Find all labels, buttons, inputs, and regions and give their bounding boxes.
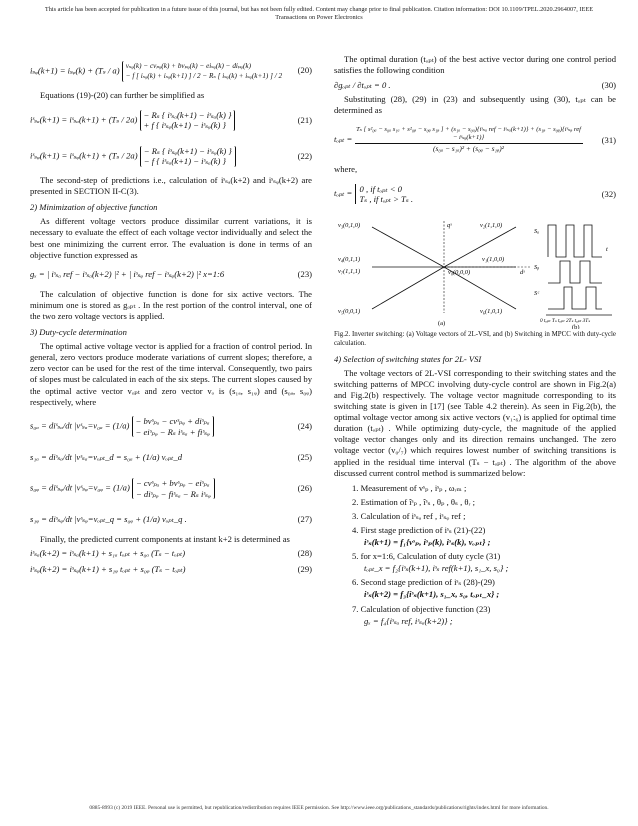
label-v5: v₅(0,0,1) <box>338 308 361 316</box>
label-sb: Sᵦ <box>534 264 540 272</box>
equation-27 <box>30 508 312 532</box>
eq26-number: (26) <box>297 483 312 494</box>
equation-20 <box>30 54 312 88</box>
where-label: where, <box>334 164 358 175</box>
label-sc: Sᶜ <box>534 290 539 298</box>
label-t-axis: t <box>606 246 608 254</box>
equation-31 <box>334 118 616 162</box>
eq31-denominator: (s₀ₐ − s₁ₐ)² + (s₀ᵩ − s₁ᵩ)² <box>433 144 504 154</box>
eq21-frac: (Tₛ / 2a) <box>108 114 138 125</box>
label-d-axis: dˢ <box>520 269 525 277</box>
paragraph-simplify: Equations (19)-(20) can further be simplified as <box>40 90 205 100</box>
label-v6: v₆(1,0,1) <box>480 308 503 316</box>
equation-25 <box>30 446 312 470</box>
step-7-formula: gₓ = f₄{iˢₛₐ ref, iˢₛₐ(k+2)} ; <box>364 615 453 626</box>
eq29-number: (29) <box>297 564 312 575</box>
step-1-label: 1. Measurement of vˢₚ , iˢₚ , ωᵣₘ ; <box>352 482 467 493</box>
journal-banner <box>20 6 618 22</box>
left-column <box>30 52 312 579</box>
label-v4: v₄(0,1,1) <box>338 256 361 264</box>
eq22-frac: (Tₛ / 2a) <box>108 150 138 161</box>
eq26-lhs: s₀ᵩ = diˢₛᵩ/dt |vˢₛᵩ=v₀ᵩ = (1/a) <box>30 482 130 493</box>
eq29-body: iˢₛᵩ(k+2) = iˢₛᵩ(k+1) + s₁ᵩ tₒₚₜ + s₀ᵩ (Tₛ − tₒₚₜ) <box>30 564 186 575</box>
equation-26 <box>30 472 312 506</box>
figure-2 <box>334 217 616 329</box>
label-v1: v₁(1,0,0) <box>482 256 505 264</box>
eq27-number: (27) <box>297 514 312 525</box>
step-3-label: 3. Calculation of iˢₛₐ ref , iˢₛᵩ ref ; <box>352 510 466 521</box>
eq30-body: ∂gₒₚₜ / ∂tₒₚₜ = 0 . <box>334 79 391 90</box>
label-fig-a: (a) <box>438 320 446 328</box>
eq22-number: (22) <box>297 150 312 161</box>
figure-2-svg <box>334 217 616 329</box>
step-5-formula: tₒₚₜ_x = f₂{iˢₛ(k+1), iˢₛ ref(k+1), s₁_x, s₀} ; <box>364 563 509 574</box>
eq20-frac: (Tₛ / a) <box>95 64 120 75</box>
eq31-lhs: tₒₚₜ = <box>334 134 353 145</box>
eq20-line2: − f [ iₛᵩ(k) + iₛᵩ(k+1) ] / 2 − Rₛ [ iₛᵩ(k) + iₛᵩ(k+1) ] / 2 <box>125 72 282 80</box>
eq25-body: s₁ₐ = diˢₛₐ/dt |vˢₛₐ=vₒₚₜ_d = s₀ₐ + (1/a) vₒₚₜ_d <box>30 452 182 463</box>
step-4-formula: iˢₛ(k+1) = f₁{vˢₚ, iˢₚ(k), iˢₛ(k), vₒₚₜ} ; <box>364 537 491 548</box>
eq20-number: (20) <box>297 65 312 76</box>
paragraph-optimal-duration: The optimal duration (tₒₚₜ) of the best active vector during one control period satisfies the following condition <box>334 54 616 76</box>
eq21-line2: + f { iˢₛᵩ(k+1) − iˢₛᵩ(k) } <box>143 120 226 131</box>
algorithm-step-1 <box>352 483 616 494</box>
section-heading-duty-cycle: 3) Duty-cycle determination <box>30 327 127 338</box>
eq20-bracket <box>122 61 282 82</box>
paragraph-finally: Finally, the predicted current components at instant k+2 is determined as <box>40 533 290 544</box>
paragraph-objective: As different voltage vectors produce dissimilar current variations, it is necessary to evaluate the effect of each voltage vector individually and select the best one minimizing the current error. The evaluation is done in terms of an objective function expressed as <box>30 216 312 260</box>
step-2-label: 2. Estimation of îˢₚ , îˢₛ , θₚ , θₛ , θᵣ ; <box>352 496 476 507</box>
eq24-line2: − eiˢₚᵩ − Rₛ iˢₛₐ + fiˢₛᵩ <box>135 426 210 437</box>
eq31-numerator: Tₛ [ s²₀ₐ − s₀ₐ s₁ₐ + s²₀ᵩ − s₀ᵩ s₁ᵩ ] + (s₁ₐ − s₀ₐ){iˢₛₐ ref − iˢₛₐ(k+1)} + (s₁ᵩ − s₀ᵩ){iˢₛᵩ ref − iˢₛᵩ(k+1)} <box>355 126 583 144</box>
label-time-ticks: 0 tₒₚₜ Tₛ tₒₚₜ 2Tₛ tₒₚₜ 3Tₛ <box>540 318 591 325</box>
eq22-line2: − f { iˢₛₐ(k+1) − iˢₛₐ(k) } <box>143 156 226 167</box>
label-fig-b: (b) <box>572 324 580 330</box>
eq20-line1: vₛᵩ(k) − cvₚᵩ(k) + bvₚᵩ(k) − eiₛᵩ(k) − diₚᵩ(k) <box>125 61 251 70</box>
algorithm-step-4 <box>352 525 616 548</box>
algorithm-step-2 <box>352 497 616 508</box>
eq25-number: (25) <box>297 452 312 463</box>
eq22-line1: − Rₛ { iˢₛᵩ(k+1) − iˢₛᵩ(k) } <box>143 145 232 156</box>
figure-2-caption: Fig.2. Inverter switching: (a) Voltage vectors of 2L-VSI, and (b) Switching in MPCC with duty-cycle calculation. <box>334 331 616 348</box>
eq26-bracket <box>132 478 215 499</box>
eq28-body: iˢₛₐ(k+2) = iˢₛₐ(k+1) + s₁ₐ tₒₚₜ + s₀ₐ (Tₛ − tₒₚₜ) <box>30 548 186 559</box>
label-v7: v₇(1,1,1) <box>338 268 361 276</box>
equation-29 <box>30 563 312 577</box>
eq24-number: (24) <box>297 421 312 432</box>
eq22-lhs: iˢₛᵩ(k+1) = iˢₛᵩ(k+1) + <box>30 150 107 161</box>
waveform-sa <box>548 225 602 257</box>
paragraph-duty-cycle: The optimal active voltage vector is applied for a fraction of control period. In general, zero vectors produce moderate variations of current slopes; therefore, a zero vector can be used for the rest of the time interval. Consequently, two pairs of slopes must be calculated in each of the six steps. The current slopes caused by the optimal active vector vₒₚₜ and zero vector vₒ is (s₁ₐ, s₁ᵩ) and (s₀ₐ, s₀ᵩ) respectively, where <box>30 341 312 407</box>
eq31-number: (31) <box>601 134 616 145</box>
eq23-body: gₓ = | iˢₛₐ ref − iˢₛₐ(k+2) |² + | iˢₛᵩ ref − iˢₛᵩ(k+2) |² x=1:6 <box>30 269 225 280</box>
algorithm-steps <box>352 483 616 627</box>
waveform-sc <box>548 287 602 309</box>
vector-line-v2 <box>444 227 516 267</box>
waveform-sb <box>548 261 602 283</box>
equation-21 <box>30 103 312 137</box>
switching-waveforms <box>534 225 612 329</box>
eq32-lhs: tₒₚₜ = <box>334 188 353 199</box>
voltage-vector-diagram <box>338 221 530 327</box>
algorithm-step-3 <box>352 511 616 522</box>
eq24-bracket <box>132 416 214 437</box>
section-heading-objective: 2) Minimization of objective function <box>30 202 158 213</box>
eq26-line1: − cvˢₚₐ + bvˢₚᵩ − eiˢₚₐ <box>135 478 210 489</box>
paragraph-substituting: Substituting (28), (29) in (23) and subsequently using (30), tₒₚₜ can be determined as <box>334 94 616 116</box>
vector-line-v5 <box>372 267 444 309</box>
vector-line-v3 <box>372 227 444 267</box>
eq21-bracket <box>140 110 236 131</box>
eq24-lhs: s₀ₐ = diˢₛₐ/dt |vˢₛₐ=v₀ₐ = (1/a) <box>30 420 130 431</box>
eq21-lhs: iˢₛₐ(k+1) = iˢₛₐ(k+1) + <box>30 114 107 125</box>
paragraph-switching: The voltage vectors of 2L-VSI corresponding to their switching states and the switching patterns of MPCC involving duty-cycle control are shown in Fig.2(a) and Fig.2(b) respectively. The voltage vector magnitude corresponding to its switching state is given in [17] (see Table 4.2 therein). As seen in Fig.2(b), the optimal voltage vector among six active vectors (v₁:₆) is applied for optimal time duration (tₒₚₜ) . While optimizing duty-cycle, the magnitude of the applied voltage vector changes only and its direction remains unchanged. The zero voltage vector (v₀/₇) which requires lowest number of switching transitions is applied in the residual time interval (Tₛ − tₒₚₜ) . The algorithm of the above discussed current control method is summarized below: <box>334 367 616 478</box>
step-5-label: 5. for x=1:6, Calculation of duty cycle (31) <box>352 551 501 562</box>
eq30-number: (30) <box>601 79 616 90</box>
label-q-axis: qˢ <box>447 222 452 230</box>
label-sa: Sₐ <box>534 228 540 236</box>
eq21-line1: − Rₛ { iˢₛₐ(k+1) − iˢₛₐ(k) } <box>143 109 232 120</box>
eq32-number: (32) <box>601 188 616 199</box>
eq24-line1: − bvˢₚₐ − cvˢₚᵩ + diˢₚₐ <box>135 416 210 427</box>
eq27-body: s₁ᵩ = diˢₛᵩ/dt |vˢₛᵩ=vₒₚₜ_q = s₀ᵩ + (1/a) vₒₚₜ_q . <box>30 514 187 525</box>
eq23-number: (23) <box>297 269 312 280</box>
equation-22 <box>30 139 312 173</box>
step-4-label: 4. First stage prediction of iˢₛ (21)-(22) <box>352 524 486 535</box>
algorithm-step-5 <box>352 551 616 574</box>
eq22-bracket <box>140 146 236 167</box>
eq28-number: (28) <box>297 548 312 559</box>
eq32-cases <box>355 184 414 204</box>
equation-23 <box>30 263 312 287</box>
banner-line-1: This article has been accepted for publication in a future issue of this journal, but has not been fully edited. Content may change prior to final publication. Citation information: DOI 10.1109/TPEL.2020.2964007, IEEE <box>44 6 594 13</box>
eq32-case-1: 0 , if tₒₚₜ < 0 <box>359 184 402 195</box>
label-v0: v₀(0,0,0) <box>448 269 471 277</box>
step-6-label: 6. Second stage prediction of iˢₛ (28)-(29) <box>352 577 495 588</box>
eq32-case-2: Tₛ , if tₒₚₜ > Tₛ . <box>359 194 414 205</box>
equation-28 <box>30 547 312 561</box>
right-column <box>334 52 616 630</box>
paragraph-second-step: The second-step of predictions i.e., calculation of iˢₛₐ(k+2) and iˢₛᵩ(k+2) are presented in SECTION II-C(3). <box>30 175 312 197</box>
step-6-formula: iˢₛ(k+2) = f₃{iˢₛ(k+1), s₁_x, s₀, tₒₚₜ_x} ; <box>364 589 500 600</box>
algorithm-step-7 <box>352 604 616 627</box>
eq20-lhs: iₛᵩ(k+1) = iₛᵩ(k) + <box>30 64 94 75</box>
paragraph-six-vectors: The calculation of objective function is done for six active vectors. The minimum one is stored as gₒₚₜ . In the rest portion of the control interval, one of the two zero voltage vectors is applied. <box>30 288 312 321</box>
label-v3: v₃(0,1,0) <box>338 222 361 230</box>
equation-24 <box>30 410 312 444</box>
step-7-label: 7. Calculation of objective function (23) <box>352 603 491 614</box>
algorithm-step-6 <box>352 577 616 600</box>
equation-30 <box>334 78 616 92</box>
label-v2: v₂(1,1,0) <box>480 222 503 230</box>
copyright-footer: 0885-8993 (c) 2019 IEEE. Personal use is permitted, but republication/redistribution requires IEEE permission. See http://www.ieee.org/publications_standards/publications/rights/index.html for more information. <box>89 805 549 811</box>
eq31-fraction <box>355 126 583 154</box>
equation-32 <box>334 177 616 211</box>
eq21-number: (21) <box>297 114 312 125</box>
banner-line-2: Transactions on Power Electronics <box>275 14 363 21</box>
eq26-line2: − diˢₚᵩ − fiˢₛₐ − Rₛ iˢₛᵩ <box>135 488 211 499</box>
section-heading-switching: 4) Selection of switching states for 2L- VSI <box>334 353 482 364</box>
